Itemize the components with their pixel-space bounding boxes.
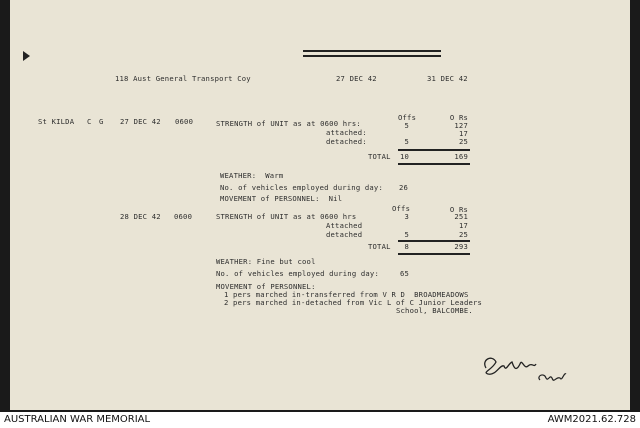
entry1-weather: WEATHER: Warm (220, 171, 284, 180)
entry2-weather: WEATHER: Fine but cool (216, 257, 316, 266)
month-from: 27 DEC 42 (336, 74, 377, 83)
entry2-vehicles: No. of vehicles employed during day: (216, 269, 379, 278)
entry1-attached-label: attached: (326, 128, 367, 137)
footer-accession: AWM2021.62.728 (547, 414, 636, 425)
entry1-total-offs: 10 (399, 152, 409, 161)
entry2-total-offs: 8 (404, 242, 409, 251)
entry1-detached-offs: 5 (404, 137, 409, 146)
entry2-total-rule-bottom (398, 253, 470, 255)
entry1-date: 27 DEC 42 (120, 117, 161, 126)
margin-arrow-mark (23, 51, 30, 61)
entry1-total-rule-top (398, 149, 470, 151)
entry2-offs: 3 (404, 212, 409, 221)
entry1-ors-header: O Rs (449, 113, 468, 122)
entry2-total-ors: 293 (454, 242, 468, 251)
entry2-detached-offs: 5 (404, 230, 409, 239)
entry1-total-label: TOTAL (368, 152, 391, 161)
entry2-date: 28 DEC 42 (120, 212, 161, 221)
entry2-vehicles-value: 65 (400, 269, 410, 278)
entry2-movement-line3: School, BALCOMBE. (396, 306, 473, 315)
entry2-strength-label: STRENGTH of UNIT as at 0600 hrs (216, 212, 357, 221)
entry1-code1: C (87, 117, 92, 126)
entry2-detached-label: detached (326, 230, 363, 239)
footer-source: AUSTRALIAN WAR MEMORIAL (4, 414, 151, 425)
entry1-offs: 5 (404, 121, 409, 130)
signature-stroke (485, 358, 536, 374)
entry2-ors: 251 (454, 212, 468, 221)
signature-rank-stroke (539, 374, 566, 381)
entry2-time: 0600 (174, 212, 193, 221)
entry1-time: 0600 (175, 117, 194, 126)
top-double-rule (303, 50, 441, 52)
entry2-ors-header: O Rs (449, 205, 468, 214)
entry1-total-ors: 169 (454, 152, 468, 161)
entry1-vehicles: No. of vehicles employed during day: (220, 183, 383, 192)
entry1-code2: G (99, 117, 104, 126)
entry1-vehicles-value: 26 (399, 183, 409, 192)
entry2-movement: MOVEMENT of PERSONNEL: (216, 282, 316, 291)
entry1-attached-ors: 17 (458, 129, 468, 138)
entry2-movement-line1: 1 pers marched in-transferred from V R D BROADMEADOWS (224, 290, 469, 299)
entry1-total-rule-bottom (398, 163, 470, 165)
entry2-total-label: TOTAL (368, 242, 391, 251)
entry2-attached-ors: 17 (458, 221, 468, 230)
month-to: 31 DEC 42 (427, 74, 468, 83)
entry2-detached-ors: 25 (458, 230, 468, 239)
entry1-detached-ors: 25 (458, 137, 468, 146)
entry1-ors: 127 (454, 121, 468, 130)
unit-title: 118 Aust General Transport Coy (115, 74, 251, 83)
handwritten-signature (478, 350, 578, 390)
entry1-movement: MOVEMENT of PERSONNEL: Nil (220, 194, 343, 203)
top-double-rule-2 (303, 55, 441, 57)
document-page (10, 0, 630, 410)
entry1-strength-label: STRENGTH of UNIT as at 0600 hrs: (216, 119, 361, 128)
entry2-offs-header: Offs (392, 204, 411, 213)
entry1-offs-header: Offs (398, 113, 417, 122)
entry2-attached-label: Attached (326, 221, 363, 230)
entry2-movement-line2: 2 pers marched in-detached from Vic L of C Junior Leaders (224, 298, 483, 307)
entry1-detached-label: detached: (326, 137, 367, 146)
entry1-place: St KILDA (38, 117, 75, 126)
